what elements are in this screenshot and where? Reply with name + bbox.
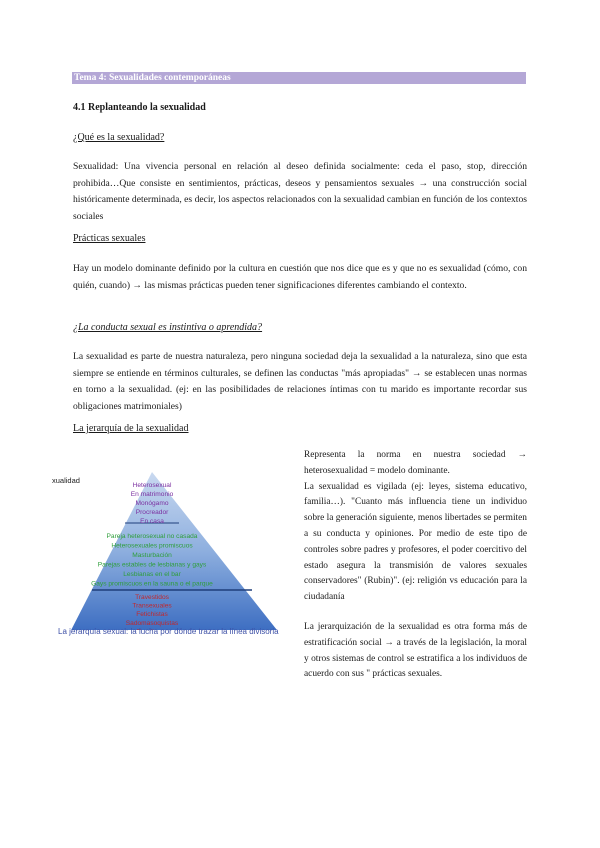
heading-conducta-sexual: ¿La conducta sexual es instintiva o aprendida? xyxy=(73,322,263,333)
pyramid-figure xyxy=(52,470,292,660)
top_tier-label: Procreador xyxy=(135,509,169,516)
pyramid-diagram xyxy=(52,470,292,630)
top_tier-label: En matrimonio xyxy=(130,491,174,498)
bottom_tier-label: Transexuales xyxy=(132,602,172,610)
middle_tier-label: Parejas estables de lesbianas y gays xyxy=(97,561,207,569)
topic-title: Tema 4: Sexualidades contemporáneas xyxy=(72,72,526,84)
bottom_tier-label: Travestidos xyxy=(135,594,169,601)
middle_tier-label: Gays promiscuos en la sauna o el parque xyxy=(91,580,213,588)
heading-practicas-sexuales: Prácticas sexuales xyxy=(73,233,146,244)
heading-que-es-sexualidad: ¿Qué es la sexualidad? xyxy=(73,132,165,143)
figure-caption: La jerarquía sexual: la lucha por dónde trazar la línea divisoria xyxy=(58,627,279,636)
right-paragraph-2: La sexualidad es vigilada (ej: leyes, sistema educativo, familia…). "Cuanto más influencia tiene un individuo sobre la generación siguiente, menos libertades se permiten a su conducta y opiniones. Por medio de este tipo de controles sobre padres y profesores, el poder coercitivo del estado asegura la transmisión de valores sexuales conservadores" (Rubin)". (ej: religión vs educación para la ciudadanía xyxy=(304,481,527,603)
paragraph-sexualidad xyxy=(73,159,527,225)
paragraph-text: Sexualidad: Una vivencia personal en relación al deseo definida socialmente: ceda el paso, stop, dirección prohibida…Que consiste en sentimientos, prácticas, deseos y pensamientos sexuales → una construcción social históricamente determinada, es decir, los aspectos relacionados con la sexualidad cambian en función de los contextos sociales xyxy=(73,161,527,222)
bottom_tier-label: Fetichistas xyxy=(136,611,168,619)
right-paragraph-1: Representa la norma en nuestra sociedad → heterosexualidad = modelo dominante. xyxy=(304,450,527,476)
middle_tier-label: Pareja heterosexual no casada xyxy=(106,533,198,540)
pyramid-shape xyxy=(64,472,288,630)
middle_tier-label: Heterosexuales promiscuos xyxy=(111,542,193,550)
paragraph-conducta xyxy=(73,349,527,415)
bottom_tier-label: Sadomasoquistas xyxy=(125,619,179,627)
heading-jerarquia: La jerarquía de la sexualidad xyxy=(73,423,189,434)
top_tier-label: Monógamo xyxy=(135,500,169,507)
section-title: 4.1 Replanteando la sexualidad xyxy=(73,102,206,113)
paragraph-practicas xyxy=(73,261,527,294)
right-column xyxy=(304,448,527,683)
middle_tier-label: Masturbación xyxy=(132,552,172,559)
right-paragraph-3: La jerarquización de la sexualidad es otra forma más de estratificación social → a través de la legislación, la moral y otros sistemas de control se estratifica a los individuos de acuerdo con sus " prácticas sexuales. xyxy=(304,621,527,680)
top_tier-label: En casa xyxy=(140,518,164,525)
figure-corner-label: xualidad xyxy=(52,476,80,485)
paragraph-text: Hay un modelo dominante definido por la cultura en cuestión que nos dice que es y que no es sexualidad (cómo, con quién, cuando) → las mismas prácticas pueden tener significaciones diferentes cambiando el contexto. xyxy=(73,263,527,291)
paragraph-text: La sexualidad es parte de nuestra naturaleza, pero ninguna sociedad deja la sexualidad a la naturaleza, sino que esta siempre se entiende en términos culturales, se definen las conductas "más apropiadas" → se establecen unas normas en torno a la sexualidad. (ej: en las posibilidades de relaciones íntimas con tu marido es importante recordar sus obligaciones matrimoniales) xyxy=(73,351,527,412)
top_tier-label: Heterosexual xyxy=(132,482,172,489)
middle_tier-label: Lesbianas en el bar xyxy=(123,571,181,578)
